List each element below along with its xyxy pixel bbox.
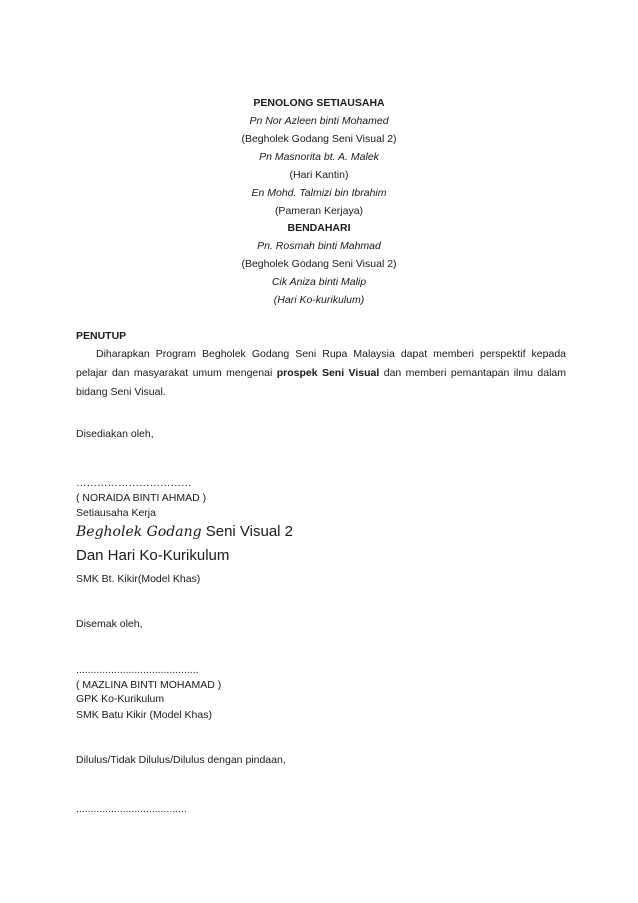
disemak-label: Disemak oleh,: [76, 618, 143, 630]
school-name: SMK Bt. Kikir(Model Khas): [76, 573, 201, 585]
dilulus-label: Dilulus/Tidak Dilulus/Dilulus dengan pindaan,: [76, 754, 286, 766]
penolong-line: (Begholek Godang Seni Visual 2): [241, 133, 397, 145]
penolong-setiausaha-section: [0, 94, 638, 220]
penolong-line: Pn Nor Azleen binti Mohamed: [249, 115, 389, 127]
penolong-line: (Hari Kantin): [289, 169, 349, 181]
bendahari-line: Pn. Rosmah binti Mahmad: [257, 240, 381, 252]
penutup-paragraph: [76, 345, 566, 402]
bendahari-line: (Hari Ko-kurikulum): [273, 294, 365, 306]
penolong-line: (Pameran Kerjaya): [274, 205, 364, 217]
bendahari-line: (Begholek Godang Seni Visual 2): [241, 258, 397, 270]
signatory-name: ( NORAIDA BINTI AHMAD ): [76, 492, 207, 504]
signature-dots: ……………………………: [76, 477, 192, 489]
bendahari-line: Cik Aniza binti Malip: [271, 276, 367, 288]
penutup-text-before: Diharapkan Program Begholek Godang Seni Rupa Malaysia dapat memberi perspektif kepada pelajar dan masyarakat umum mengenai: [76, 348, 566, 379]
event-title-line1: [76, 522, 293, 542]
signature-dots: ......................................: [76, 803, 187, 815]
bendahari-heading: BENDAHARI: [287, 222, 351, 234]
penutup-text-after: dan memberi pemantapan ilmu dalam bidang Seni Visual.: [76, 367, 566, 398]
disediakan-label: Disediakan oleh,: [76, 428, 154, 440]
signature-dots: ..........................................: [76, 664, 199, 676]
event-title-line2: Dan Hari Ko-Kurikulum: [76, 547, 230, 564]
school-name: SMK Batu Kikir (Model Khas): [76, 709, 212, 721]
penolong-line: Pn Masnorita bt. A. Malek: [259, 151, 379, 163]
penutup-heading: PENUTUP: [76, 330, 127, 342]
signatory-role: Setiausaha Kerja: [76, 507, 156, 519]
signatory-role: GPK Ko-Kurikulum: [76, 693, 165, 705]
event-title-script: Begholek Godang: [76, 524, 202, 540]
signatory-name: ( MAZLINA BINTI MOHAMAD ): [76, 679, 222, 691]
event-title-rest: Seni Visual 2: [201, 523, 294, 540]
penutup-text-bold: prospek Seni Visual: [276, 367, 380, 379]
penolong-heading: PENOLONG SETIAUSAHA: [253, 97, 385, 109]
penolong-line: En Mohd. Talmizi bin Ibrahim: [251, 187, 387, 199]
bendahari-section: [0, 219, 638, 309]
